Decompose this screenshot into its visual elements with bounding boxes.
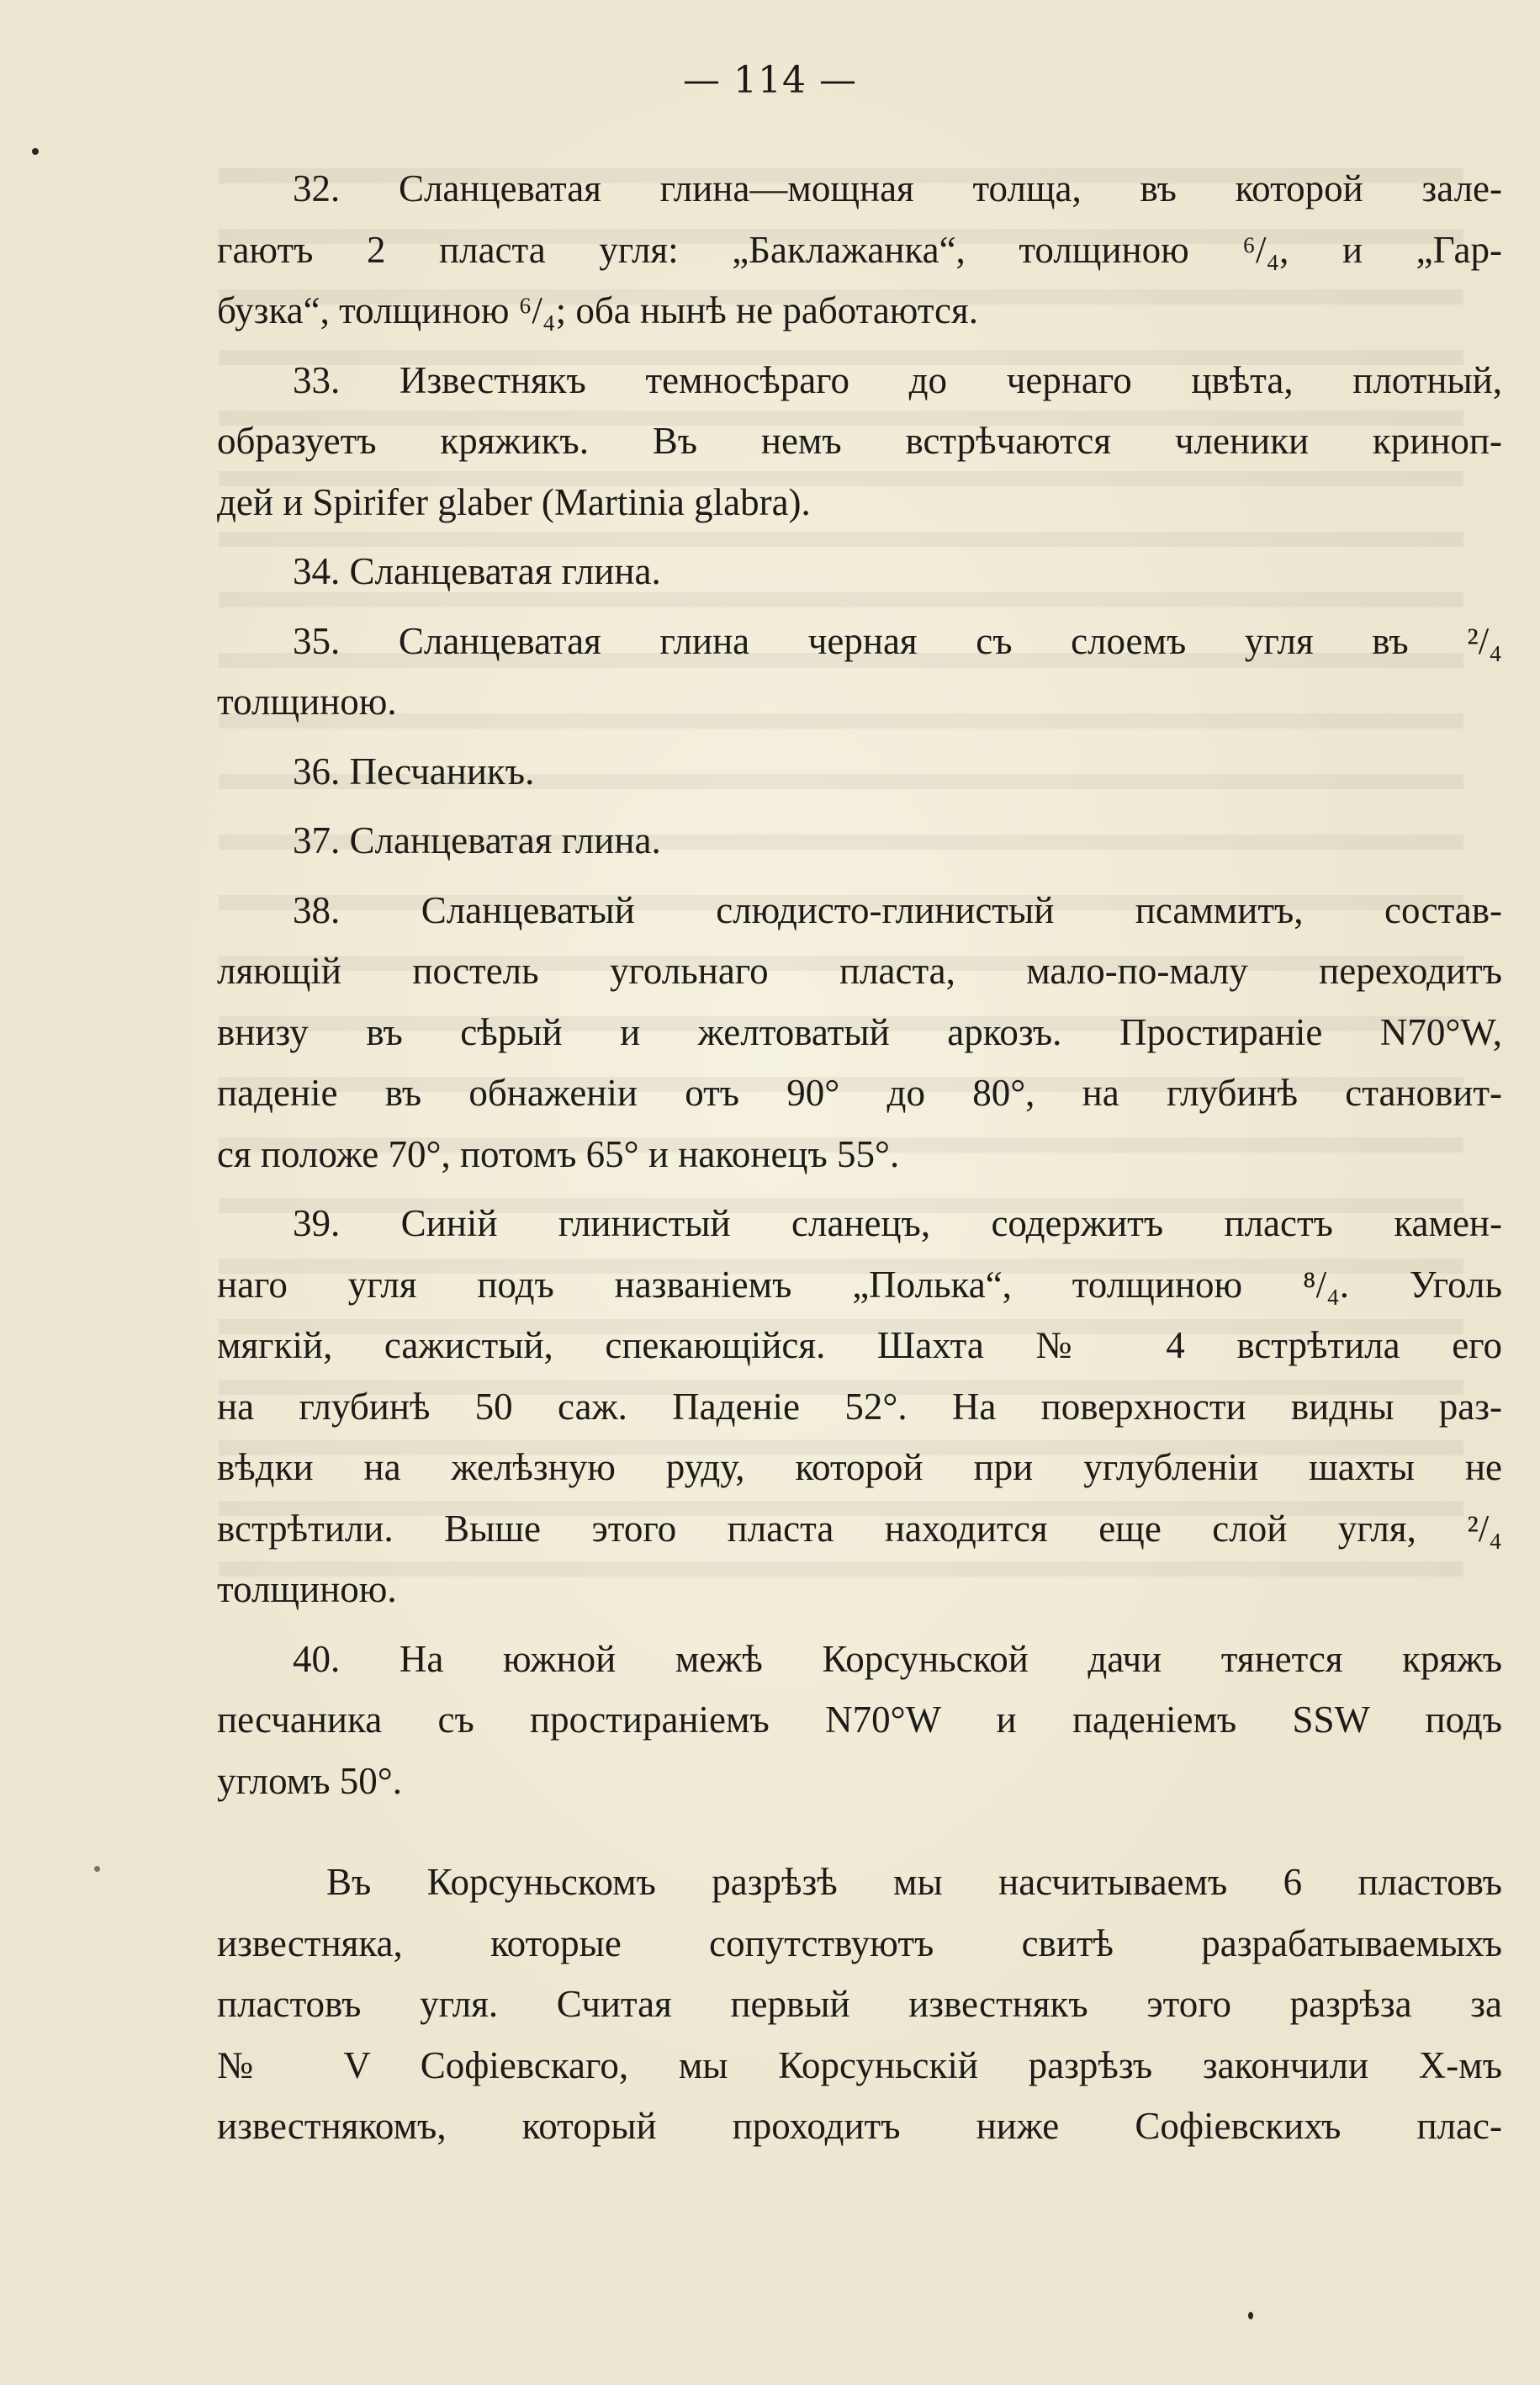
text-line: внизу въ сѣрый и желтоватый аркозъ. Простираніе N70°W, <box>217 1010 1502 1053</box>
text-line: песчаника съ простираніемъ N70°W и паденіемъ SSW подъ <box>217 1699 1502 1741</box>
paragraph-36 <box>217 741 1502 803</box>
text-line: 38. Сланцеватый слюдисто-глинистый псаммитъ, состав- <box>293 888 1502 931</box>
paragraph-39 <box>217 1193 1502 1620</box>
text-line: дей и Spirifer glaber (Martinia glabra). <box>217 480 811 523</box>
ink-speck <box>94 1866 100 1872</box>
text-line: паденіе въ обнаженіи отъ 90° до 80°, на глубинѣ становит- <box>217 1072 1502 1114</box>
paragraph-40 <box>217 1629 1502 1812</box>
text-line: Въ Корсуньскомъ разрѣзѣ мы насчитываемъ 6 пластовъ <box>326 1861 1502 1903</box>
text-line: 35. Сланцеватая глина черная съ слоемъ угля въ ²/₄ <box>293 619 1502 662</box>
paragraph-35 <box>217 611 1502 733</box>
text-line: 40. На южной межѣ Корсуньской дачи тянется кряжъ <box>293 1637 1502 1680</box>
text-line: 32. Сланцеватая глина—мощная толща, въ которой зале- <box>293 167 1502 209</box>
body-text <box>217 158 1502 2157</box>
paragraph-37 <box>217 810 1502 872</box>
text-line: 39. Синій глинистый сланецъ, содержитъ пластъ камен- <box>293 1202 1502 1244</box>
text-line: на глубинѣ 50 саж. Паденіе 52°. На поверхности видны раз- <box>217 1385 1502 1428</box>
text-line: известняка, которые сопутствуютъ свитѣ разрабатываемыхъ <box>217 1921 1502 1964</box>
ink-speck <box>32 148 39 155</box>
text-line: толщиною. <box>217 681 397 723</box>
text-line: 34. Сланцеватая глина. <box>293 550 661 592</box>
page-number: — 114 — <box>683 59 857 102</box>
text-line: наго угля подъ названіемъ „Полька“, толщиною ⁸/₄. Уголь <box>217 1263 1502 1306</box>
ink-speck <box>1248 2312 1253 2319</box>
text-line: № V Софіевскаго, мы Корсуньскій разрѣзъ закончили X-мъ <box>217 2043 1502 2086</box>
paragraph-34 <box>217 541 1502 602</box>
text-line: образуетъ кряжикъ. Въ немъ встрѣчаются членики криноп- <box>217 420 1502 462</box>
text-line: мягкій, сажистый, спекающійся. Шахта № 4 встрѣтила его <box>217 1324 1502 1366</box>
text-line: 37. Сланцеватая глина. <box>293 819 661 861</box>
text-line: ляющій постель угольнаго пласта, мало-по-малу переходитъ <box>217 950 1502 992</box>
text-line: 36. Песчаникъ. <box>293 750 535 792</box>
paragraph-33 <box>217 350 1502 533</box>
paragraph-summary <box>217 1852 1502 2157</box>
text-line: ся положе 70°, потомъ 65° и наконецъ 55°. <box>217 1132 900 1175</box>
text-line: угломъ 50°. <box>217 1759 403 1802</box>
text-line: бузка“, толщиною ⁶/₄; оба нынѣ не работаются. <box>217 289 978 331</box>
text-line: вѣдки на желѣзную руду, которой при углубленіи шахты не <box>217 1446 1502 1488</box>
paragraph-38 <box>217 880 1502 1185</box>
text-line: гаютъ 2 пласта угля: „Баклажанка“, толщиною ⁶/₄, и „Гар- <box>217 228 1502 271</box>
text-line: встрѣтили. Выше этого пласта находится еще слой угля, ²/₄ <box>217 1507 1502 1550</box>
text-line: пластовъ угля. Считая первый известнякъ этого разрѣза за <box>217 1983 1502 2025</box>
text-line: 33. Известнякъ темносѣраго до чернаго цвѣта, плотный, <box>293 358 1502 401</box>
text-line: толщиною. <box>217 1568 397 1610</box>
text-line: известнякомъ, который проходитъ ниже Софіевскихъ плас- <box>217 2105 1502 2147</box>
paragraph-32 <box>217 158 1502 342</box>
